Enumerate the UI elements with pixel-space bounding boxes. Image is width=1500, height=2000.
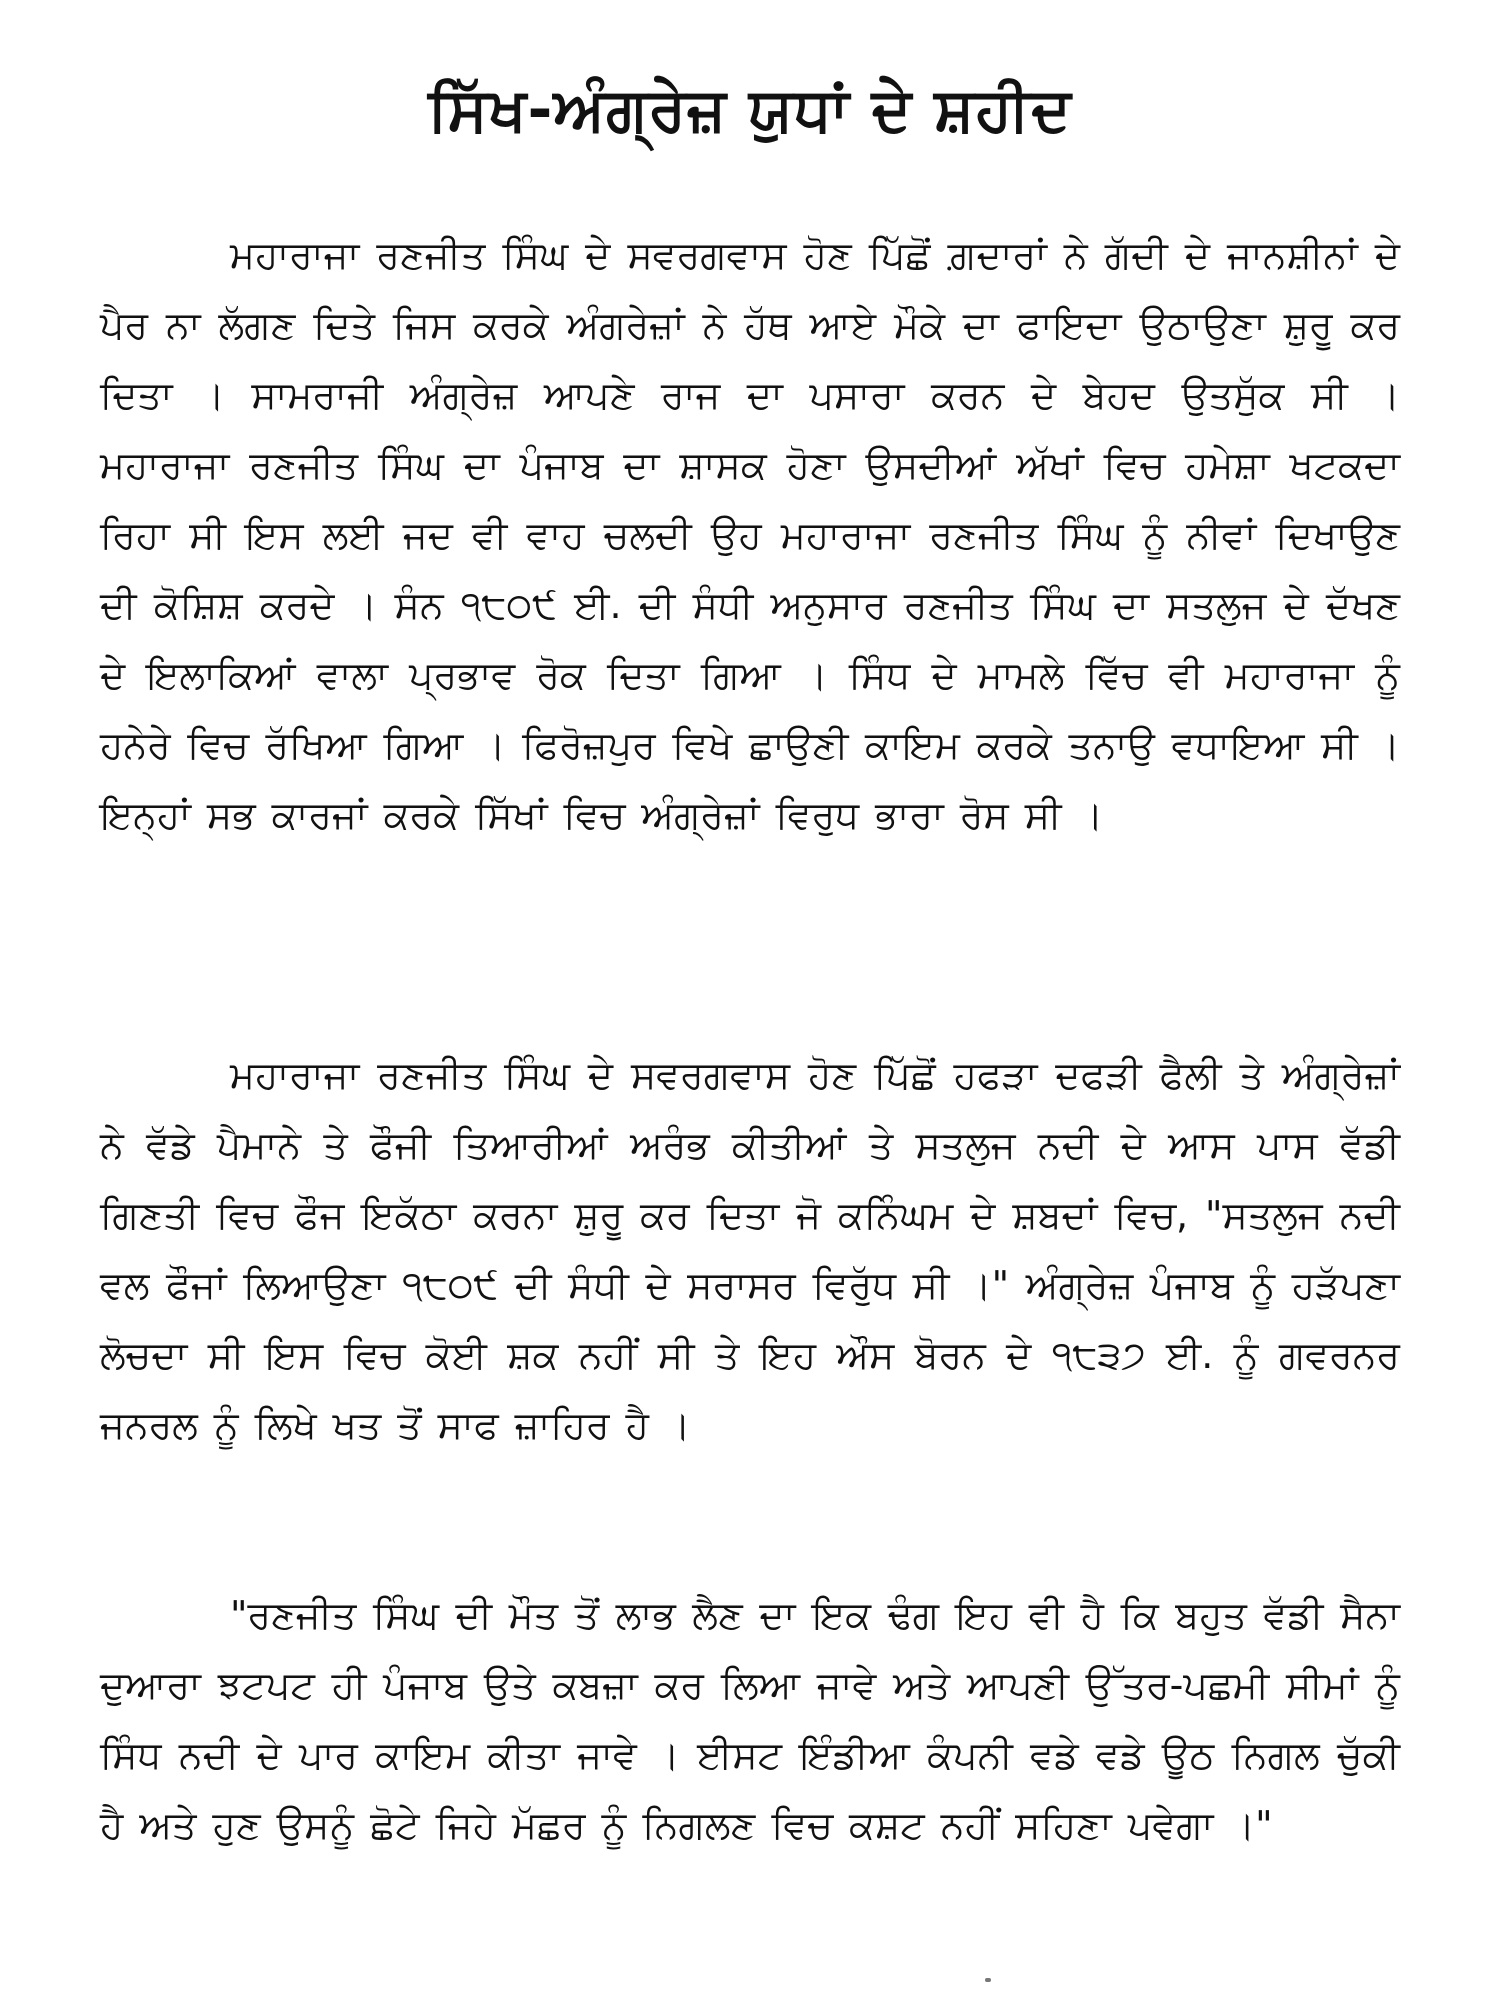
paragraph-1: ਮਹਾਰਾਜਾ ਰਣਜੀਤ ਸਿੰਘ ਦੇ ਸਵਰਗਵਾਸ ਹੋਣ ਪਿੱਛੋਂ ਗ਼ਦਾਰਾਂ ਨੇ ਗੱਦੀ ਦੇ ਜਾਨਸ਼ੀਨਾਂ ਦੇ ਪੈਰ ਨਾ ਲੱਗਣ ਦਿਤੇ ਜਿਸ ਕਰਕੇ ਅੰਗਰੇਜ਼ਾਂ ਨੇ ਹੱਥ ਆਏ ਮੌਕੇ ਦਾ ਫਾਇਦਾ ਉਠਾਉਣਾ ਸ਼ੁਰੂ ਕਰ ਦਿਤਾ । ਸਾਮਰਾਜੀ ਅੰਗ੍ਰੇਜ਼ ਆਪਣੇ ਰਾਜ ਦਾ ਪਸਾਰਾ ਕਰਨ ਦੇ ਬੇਹਦ ਉਤਸੁੱਕ ਸੀ । ਮਹਾਰਾਜਾ ਰਣਜੀਤ ਸਿੰਘ ਦਾ ਪੰਜਾਬ ਦਾ ਸ਼ਾਸਕ ਹੋਣਾ ਉਸਦੀਆਂ ਅੱਖਾਂ ਵਿਚ ਹਮੇਸ਼ਾ ਖਟਕਦਾ ਰਿਹਾ ਸੀ ਇਸ ਲਈ ਜਦ ਵੀ ਵਾਹ ਚਲਦੀ ਉਹ ਮਹਾਰਾਜਾ ਰਣਜੀਤ ਸਿੰਘ ਨੂੰ ਨੀਵਾਂ ਦਿਖਾਉਣ ਦੀ ਕੋਸ਼ਿਸ਼ ਕਰਦੇ । ਸੰਨ ੧੮੦੯ ਈ. ਦੀ ਸੰਧੀ ਅਨੁਸਾਰ ਰਣਜੀਤ ਸਿੰਘ ਦਾ ਸਤਲੁਜ ਦੇ ਦੱਖਣ ਦੇ ਇਲਾਕਿਆਂ ਵਾਲਾ ਪ੍ਰਭਾਵ ਰੋਕ ਦਿਤਾ ਗਿਆ । ਸਿੰਧ ਦੇ ਮਾਮਲੇ ਵਿੱਚ ਵੀ ਮਹਾਰਾਜਾ ਨੂੰ ਹਨੇਰੇ ਵਿਚ ਰੱਖਿਆ ਗਿਆ । ਫਿਰੋਜ਼ਪੁਰ ਵਿਖੇ ਛਾਉਣੀ ਕਾਇਮ ਕਰਕੇ ਤਨਾਉ ਵਧਾਇਆ ਸੀ । ਇਨ੍ਹਾਂ ਸਭ ਕਾਰਜਾਂ ਕਰਕੇ ਸਿੱਖਾਂ ਵਿਚ ਅੰਗ੍ਰੇਜ਼ਾਂ ਵਿਰੁਧ ਭਾਰਾ ਰੋਸ ਸੀ । xyxy=(100,233,1400,837)
page-title: ਸਿੱਖ-ਅੰਗ੍ਰੇਜ਼ ਯੁਧਾਂ ਦੇ ਸ਼ਹੀਦ xyxy=(428,75,1072,145)
paragraph-2: ਮਹਾਰਾਜਾ ਰਣਜੀਤ ਸਿੰਘ ਦੇ ਸਵਰਗਵਾਸ ਹੋਣ ਪਿੱਛੋਂ ਹਫੜਾ ਦਫੜੀ ਫੈਲੀ ਤੇ ਅੰਗ੍ਰੇਜ਼ਾਂ ਨੇ ਵੱਡੇ ਪੈਮਾਨੇ ਤੇ ਫੌਜੀ ਤਿਆਰੀਆਂ ਅਰੰਭ ਕੀਤੀਆਂ ਤੇ ਸਤਲੁਜ ਨਦੀ ਦੇ ਆਸ ਪਾਸ ਵੱਡੀ ਗਿਣਤੀ ਵਿਚ ਫੌਜ ਇਕੱਠਾ ਕਰਨਾ ਸ਼ੁਰੂ ਕਰ ਦਿਤਾ ਜੋ ਕਨਿੰਘਮ ਦੇ ਸ਼ਬਦਾਂ ਵਿਚ, "ਸਤਲੁਜ ਨਦੀ ਵਲ ਫੌਜਾਂ ਲਿਆਉਣਾ ੧੮੦੯ ਦੀ ਸੰਧੀ ਦੇ ਸਰਾਸਰ ਵਿਰੁੱਧ ਸੀ ।" ਅੰਗ੍ਰੇਜ਼ ਪੰਜਾਬ ਨੂੰ ਹੜੱਪਣਾ ਲੋਚਦਾ ਸੀ ਇਸ ਵਿਚ ਕੋਈ ਸ਼ਕ ਨਹੀਂ ਸੀ ਤੇ ਇਹ ਔਸ ਬੋਰਨ ਦੇ ੧੮੩੭ ਈ. ਨੂੰ ਗਵਰਨਰ ਜਨਰਲ ਨੂੰ ਲਿਖੇ ਖਤ ਤੋਂ ਸਾਫ ਜ਼ਾਹਿਰ ਹੈ । xyxy=(100,1053,1400,1447)
scan-speck xyxy=(985,1978,991,1982)
paragraph-3-quote: "ਰਣਜੀਤ ਸਿੰਘ ਦੀ ਮੌਤ ਤੋਂ ਲਾਭ ਲੈਣ ਦਾ ਇਕ ਢੰਗ ਇਹ ਵੀ ਹੈ ਕਿ ਬਹੁਤ ਵੱਡੀ ਸੈਨਾ ਦੁਆਰਾ ਝਟਪਟ ਹੀ ਪੰਜਾਬ ਉਤੇ ਕਬਜ਼ਾ ਕਰ ਲਿਆ ਜਾਵੇ ਅਤੇ ਆਪਣੀ ਉੱਤਰ-ਪਛਮੀ ਸੀਮਾਂ ਨੂੰ ਸਿੰਧ ਨਦੀ ਦੇ ਪਾਰ ਕਾਇਮ ਕੀਤਾ ਜਾਵੇ । ਈਸਟ ਇੰਡੀਆ ਕੰਪਨੀ ਵਡੇ ਵਡੇ ਊਠ ਨਿਗਲ ਚੁੱਕੀ ਹੈ ਅਤੇ ਹੁਣ ਉਸਨੂੰ ਛੋਟੇ ਜਿਹੇ ਮੱਛਰ ਨੂੰ ਨਿਗਲਣ ਵਿਚ ਕਸ਼ਟ ਨਹੀਂ ਸਹਿਣਾ ਪਵੇਗਾ ।" xyxy=(100,1593,1400,1847)
